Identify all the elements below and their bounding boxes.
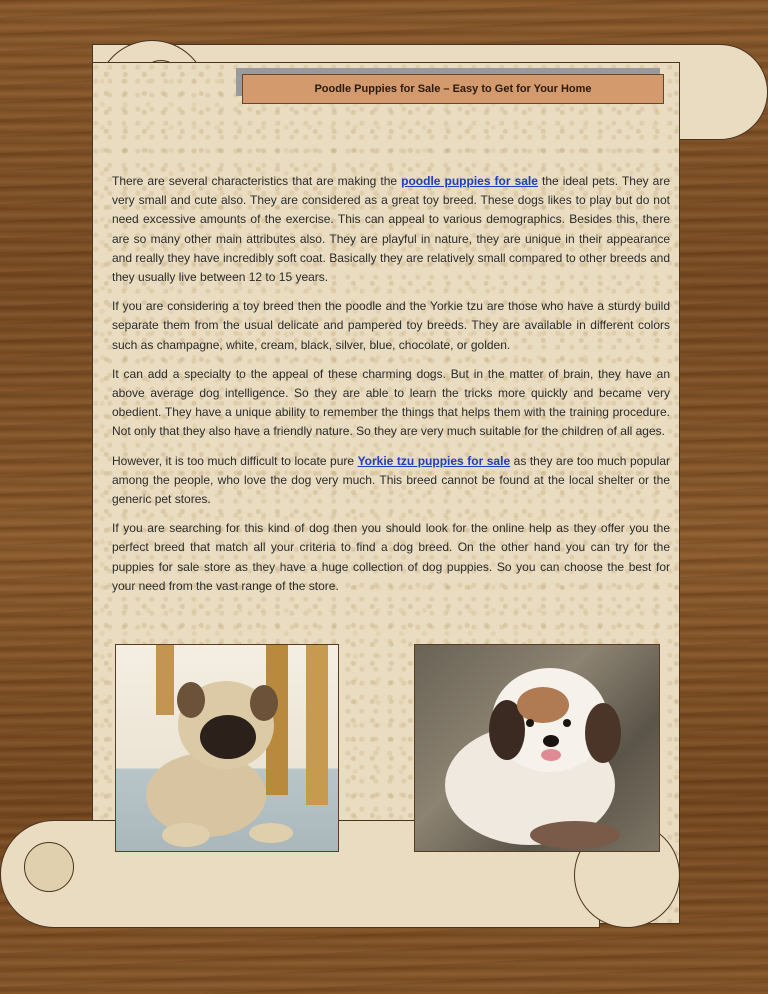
paragraph-1-text-b: the ideal pets. They are very small and cute also. They are considered as a great toy breed. These dogs likes to play but do not need excessive amounts of the exercise. This can appeal to various demographics. Besides this, there are so many other main attributes also. They are playful in nature, they are unique in their appearance and really they have incredibly soft coat. Basically they are relatively small compared to other breeds and they usually live between 12 to 15 years.	[112, 174, 670, 285]
paragraph-3: It can add a specialty to the appeal of these charming dogs. But in the matter of brain, they have an above average dog intelligence. So they are able to learn the tricks more quickly and became very obedient. They have a unique ability to remember the things that helps them with the training procedure. Not only that they also have a friendly nature. So they are very much suitable for the children of all ages.	[112, 366, 670, 439]
poodle-puppies-link[interactable]: poodle puppies for sale	[401, 174, 538, 188]
pug-puppy-photo	[115, 644, 339, 852]
paragraph-4-text-b: as they are too much popular among the people, who love the dog very much. This breed cannot be found at the local shelter or the generic pet stores.	[112, 453, 670, 507]
yorkie-tzu-puppies-link[interactable]: Yorkie tzu puppies for sale	[357, 453, 511, 468]
paragraph-4	[112, 452, 670, 510]
paragraph-4-text-a: However, it is too much difficult to locate pure	[112, 453, 358, 468]
paragraph-5: If you are searching for this kind of dog then you should look for the online help as they offer you the perfect breed that match all your criteria to find a dog breed. On the other hand you can try for the puppies for sale store as they have a huge collection of dog puppies. So you can choose the best for your need from the vast range of the store.	[112, 521, 670, 593]
shih-tzu-puppy-photo	[414, 644, 660, 852]
page-title: Poodle Puppies for Sale – Easy to Get for Your Home	[242, 74, 664, 104]
article-body	[112, 172, 670, 606]
paragraph-1	[112, 172, 670, 287]
paragraph-1-text-a: There are several characteristics that are making the	[112, 174, 402, 188]
scroll-curl-bottom-left-inner	[24, 842, 74, 892]
paragraph-2: If you are considering a toy breed then the poodle and the Yorkie tzu are those who have a sturdy build separate them from the usual delicate and pampered toy breeds. They are available in different colors such as champagne, white, cream, black, silver, blue, chocolate, or golden.	[112, 299, 670, 352]
